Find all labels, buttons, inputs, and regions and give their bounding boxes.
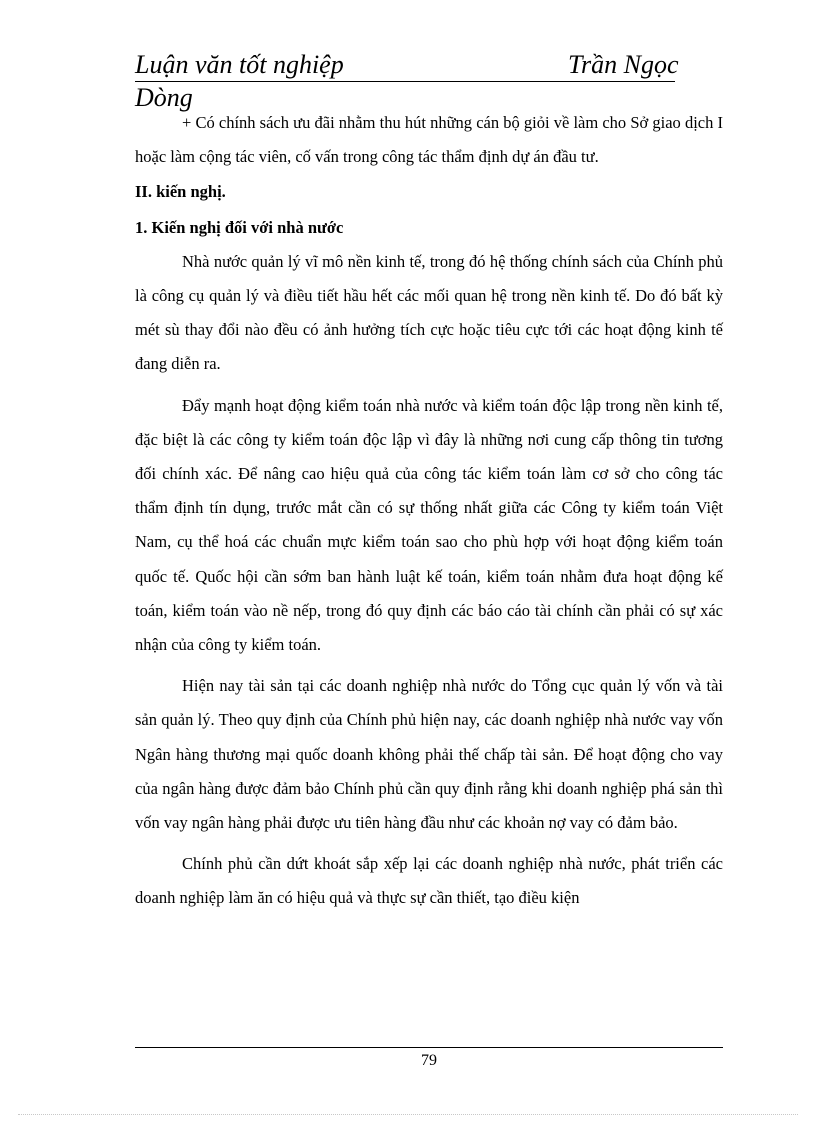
body-text [135,106,723,916]
header-author-name: Trần Ngọc [568,50,679,79]
header-author-name-continued: Dòng [135,83,193,112]
paragraph-enterprise-restructuring: Chính phủ cần dứt khoát sắp xếp lại các doanh nghiệp nhà nước, phát triển các doanh nghiệp làm ăn có hiệu quả và thực sự cần thiết, tạo điều kiện [135,854,723,908]
subsection-heading: 1. Kiến nghị đối với nhà nước [135,217,344,237]
header-thesis-title: Luận văn tốt nghiệp [135,50,344,79]
paragraph-state-management: Nhà nước quản lý vĩ mô nền kinh tế, trong đó hệ thống chính sách của Chính phủ là công cụ quản lý và điều tiết hầu hết các mối quan hệ trong nền kinh tế. Do đó bất kỳ mét sù thay đổi nào đều có ảnh hưởng tích cực hoặc tiêu cực tới các hoạt động kinh tế đang diễn ra. [135,251,723,374]
footer-divider [135,1047,723,1048]
page-number: 79 [421,1052,437,1069]
paragraph-incentive-policy: + Có chính sách ưu đãi nhằm thu hút những cán bộ giỏi về làm cho Sở giao dịch I hoặc làm cộng tác viên, cố vấn trong công tác thẩm định dự án đầu tư. [135,113,723,167]
section-heading: II. kiến nghị. [135,182,226,202]
header-divider [135,81,675,82]
paragraph-auditing: Đẩy mạnh hoạt động kiểm toán nhà nước và kiểm toán độc lập trong nền kinh tế, đặc biệt là các công ty kiểm toán độc lập vì đây là những nơi cung cấp thông tin tương đối chính xác. Để nâng cao hiệu quả của công tác kiểm toán làm cơ sở cho công tác thẩm định tín dụng, trước mắt cần có sự thống nhất giữa các Công ty kiểm toán Việt Nam, cụ thể hoá các chuẩn mực kiểm toán sao cho phù hợp với hoạt động kiểm toán quốc tế. Quốc hội cần sớm ban hành luật kế toán, kiểm toán nhằm đưa hoạt động kế toán, kiểm toán vào nề nếp, trong đó quy định các báo cáo tài chính cần phải có sự xác nhận của công ty kiểm toán. [135,395,723,655]
page-edge-dotted-line [18,1114,798,1115]
paragraph-state-assets: Hiện nay tài sản tại các doanh nghiệp nhà nước do Tổng cục quản lý vốn và tài sản quản lý. Theo quy định của Chính phủ hiện nay, các doanh nghiệp nhà nước vay vốn Ngân hàng thương mại quốc doanh không phải thế chấp tài sản. Để hoạt động cho vay của ngân hàng được đảm bảo Chính phủ cần quy định rằng khi doanh nghiệp phá sản thì vốn vay ngân hàng phải được ưu tiên hàng đầu như các khoản nợ vay có đảm bảo. [135,676,723,833]
